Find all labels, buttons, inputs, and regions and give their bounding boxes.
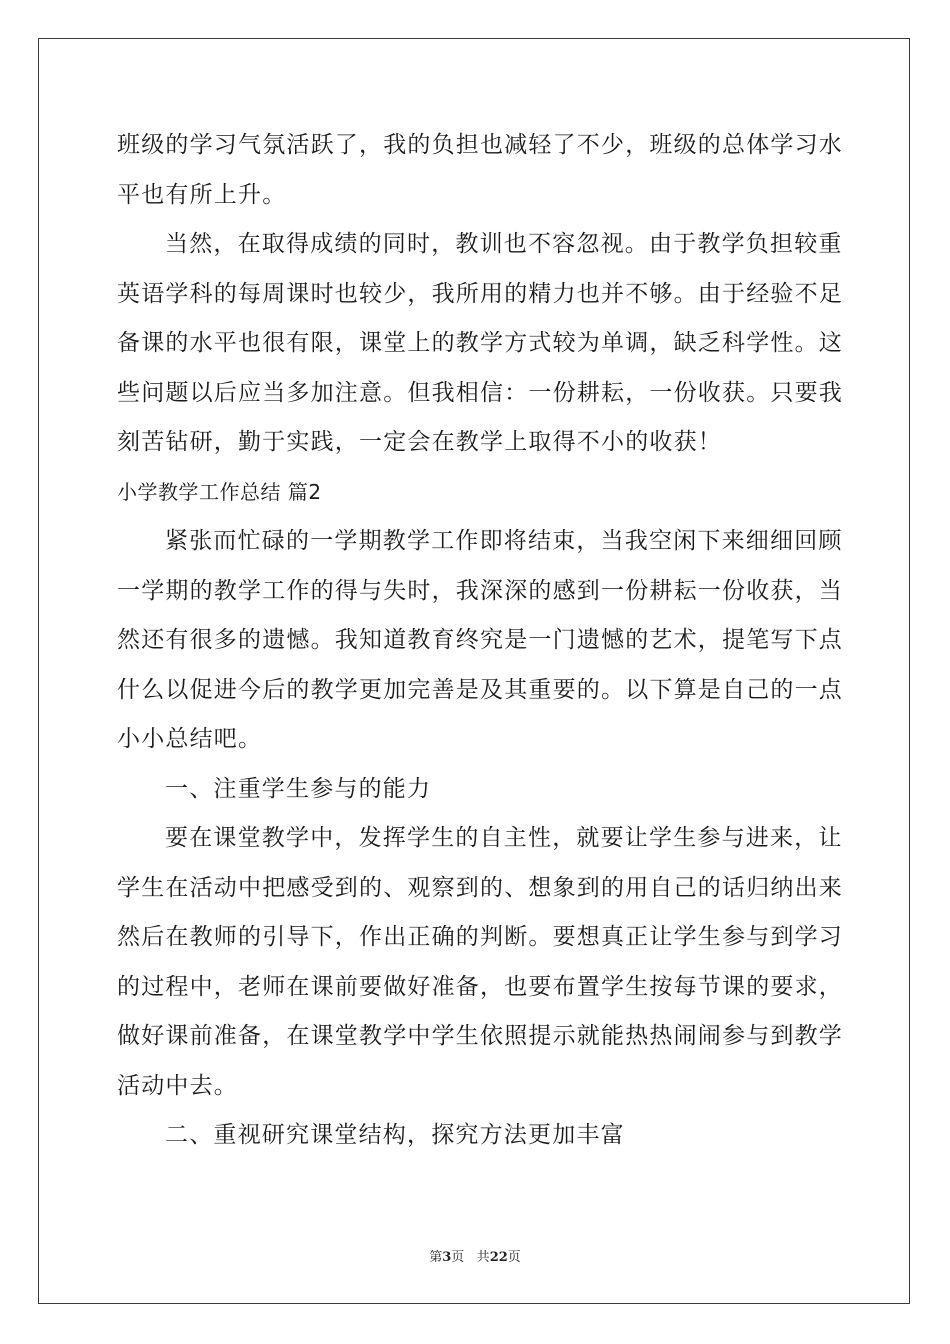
text-line: 活动中去。 — [117, 1072, 238, 1099]
text-line: 什么以促进今后的教学更加完善是及其重要的。以下算是自己的一点 — [117, 676, 843, 703]
text-line: 然后在教师的引导下，作出正确的判断。要想真正让学生参与到学习 — [117, 924, 843, 950]
footer-page-suffix: 页 — [451, 1250, 465, 1265]
text-line: 平也有所上升。 — [117, 181, 287, 208]
text-line: 学生在活动中把感受到的、观察到的、想象到的用自己的话归纳出来 — [117, 874, 843, 901]
text-line: 要在课堂教学中，发挥学生的自主性，就要让学生参与进来，让 — [165, 825, 843, 851]
footer-total-prefix: 共 — [476, 1250, 490, 1265]
text-line: 紧张而忙碌的一学期教学工作即将结束，当我空闲下来细细回顾 — [165, 528, 843, 554]
text-line: 然还有很多的遗憾。我知道教育终究是一门遗憾的艺术，提笔写下点 — [117, 627, 843, 653]
text-line: 做好课前准备，在课堂教学中学生依照提示就能热热闹闹参与到教学 — [117, 1023, 843, 1049]
point-heading-2: 二、重视研究课堂结构，探究方法更加丰富 — [165, 1122, 625, 1148]
section-title: 小学教学工作总结 篇2 — [117, 479, 322, 504]
text-line: 些问题以后应当多加注意。但我相信：一份耕耘，一份收获。只要我 — [117, 379, 843, 406]
page-footer — [0, 1246, 950, 1265]
footer-total-suffix: 页 — [507, 1250, 521, 1265]
text-line: 的过程中，老师在课前要做好准备，也要布置学生按每节课的要求， — [117, 973, 843, 1000]
text-line: 刻苦钻研，勤于实践，一定会在教学上取得不小的收获！ — [117, 429, 722, 455]
point-heading-1: 一、注重学生参与的能力 — [165, 775, 432, 802]
text-line: 当然，在取得成绩的同时，教训也不容忽视。由于教学负担较重 — [165, 231, 843, 257]
text-line: 备课的水平也很有限，课堂上的教学方式较为单调，缺乏科学性。这 — [117, 330, 843, 356]
text-line: 英语学科的每周课时也较少，我所用的精力也并不够。由于经验不足 — [117, 280, 843, 307]
footer-page-number: 3 — [442, 1250, 452, 1265]
text-line: 一学期的教学工作的得与失时，我深深的感到一份耕耘一份收获，当 — [117, 577, 843, 604]
text-line: 小小总结吧。 — [117, 726, 263, 752]
text-line: 班级的学习气氛活跃了，我的负担也减轻了不少，班级的总体学习水 — [117, 132, 843, 158]
document-body — [117, 121, 843, 1161]
footer-total-pages: 22 — [489, 1250, 508, 1265]
footer-page-prefix: 第 — [429, 1250, 443, 1265]
